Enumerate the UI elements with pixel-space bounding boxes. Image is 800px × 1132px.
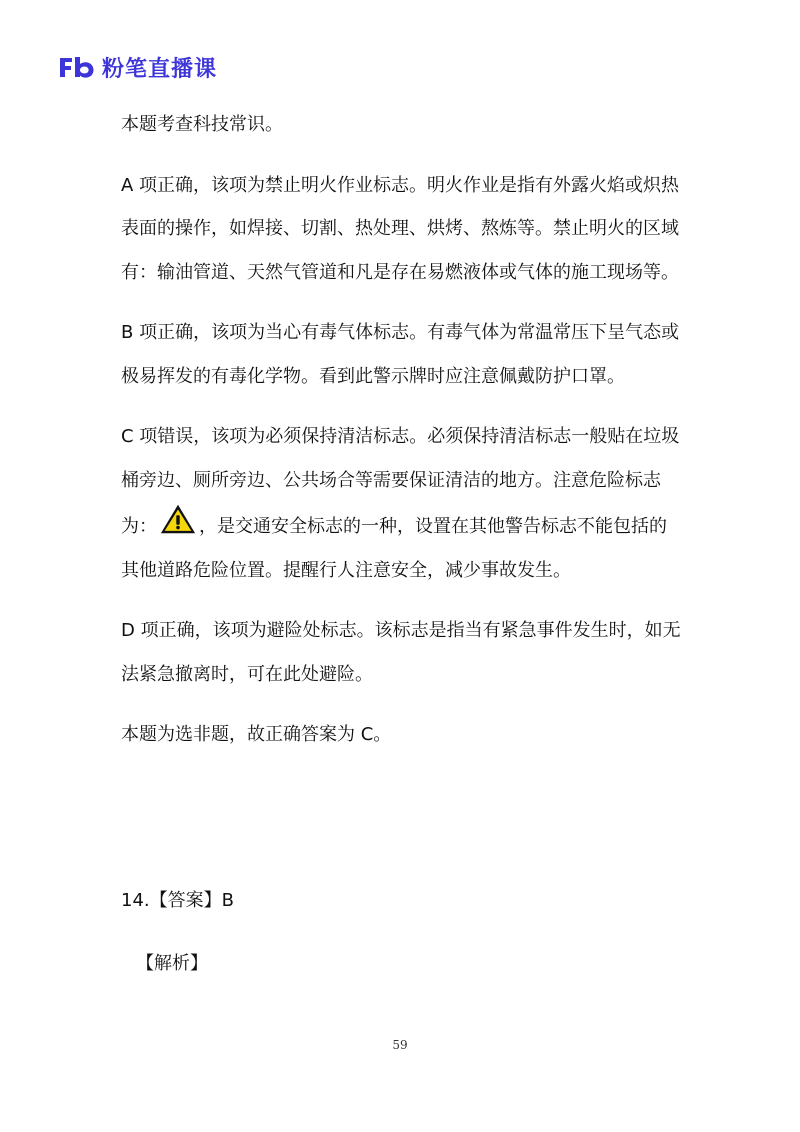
explanation-body xyxy=(121,103,681,774)
conclusion-paragraph: 本题为选非题，故正确答案为 C。 xyxy=(121,724,392,745)
intro-paragraph: 本题考查科技常识。 xyxy=(121,114,283,135)
answer-line: 14.【答案】B xyxy=(121,890,234,911)
option-b-paragraph: B 项正确，该项为当心有毒气体标志。有毒气体为常温常压下呈气态或极易挥发的有毒化学物。看到此警示牌时应注意佩戴防护口罩。 xyxy=(121,322,680,387)
logo-text: 粉笔直播课 xyxy=(102,56,218,82)
page-number: 59 xyxy=(392,1038,408,1052)
option-c-text-before: C 项错误，该项为必须保持清洁标志。必须保持清洁标志一般贴在垃圾桶旁边、厕所旁边、公共场合等需要保证清洁的地方。注意危险标志为： xyxy=(121,426,680,537)
option-d-paragraph: D 项正确，该项为避险处标志。该标志是指当有紧急事件发生时，如无法紧急撤离时，可在此处避险。 xyxy=(121,620,681,685)
option-c-text-after: ，是交通安全标志的一种，设置在其他警告标志不能包括的其他道路危险位置。提醒行人注意安全，减少事故发生。 xyxy=(121,516,667,581)
warning-triangle-icon xyxy=(159,502,197,536)
option-a-paragraph: A 项正确，该项为禁止明火作业标志。明火作业是指有外露火焰或炽热表面的操作，如焊接、切割、热处理、烘烤、熬炼等。禁止明火的区域有：输油管道、天然气管道和凡是存在易燃液体或气体的施工现场等。 xyxy=(121,174,680,283)
fenbi-fb-logo-icon xyxy=(58,54,96,80)
analysis-label: 【解析】 xyxy=(136,953,208,974)
fenbi-logo xyxy=(58,52,217,82)
option-c-paragraph xyxy=(121,415,681,592)
